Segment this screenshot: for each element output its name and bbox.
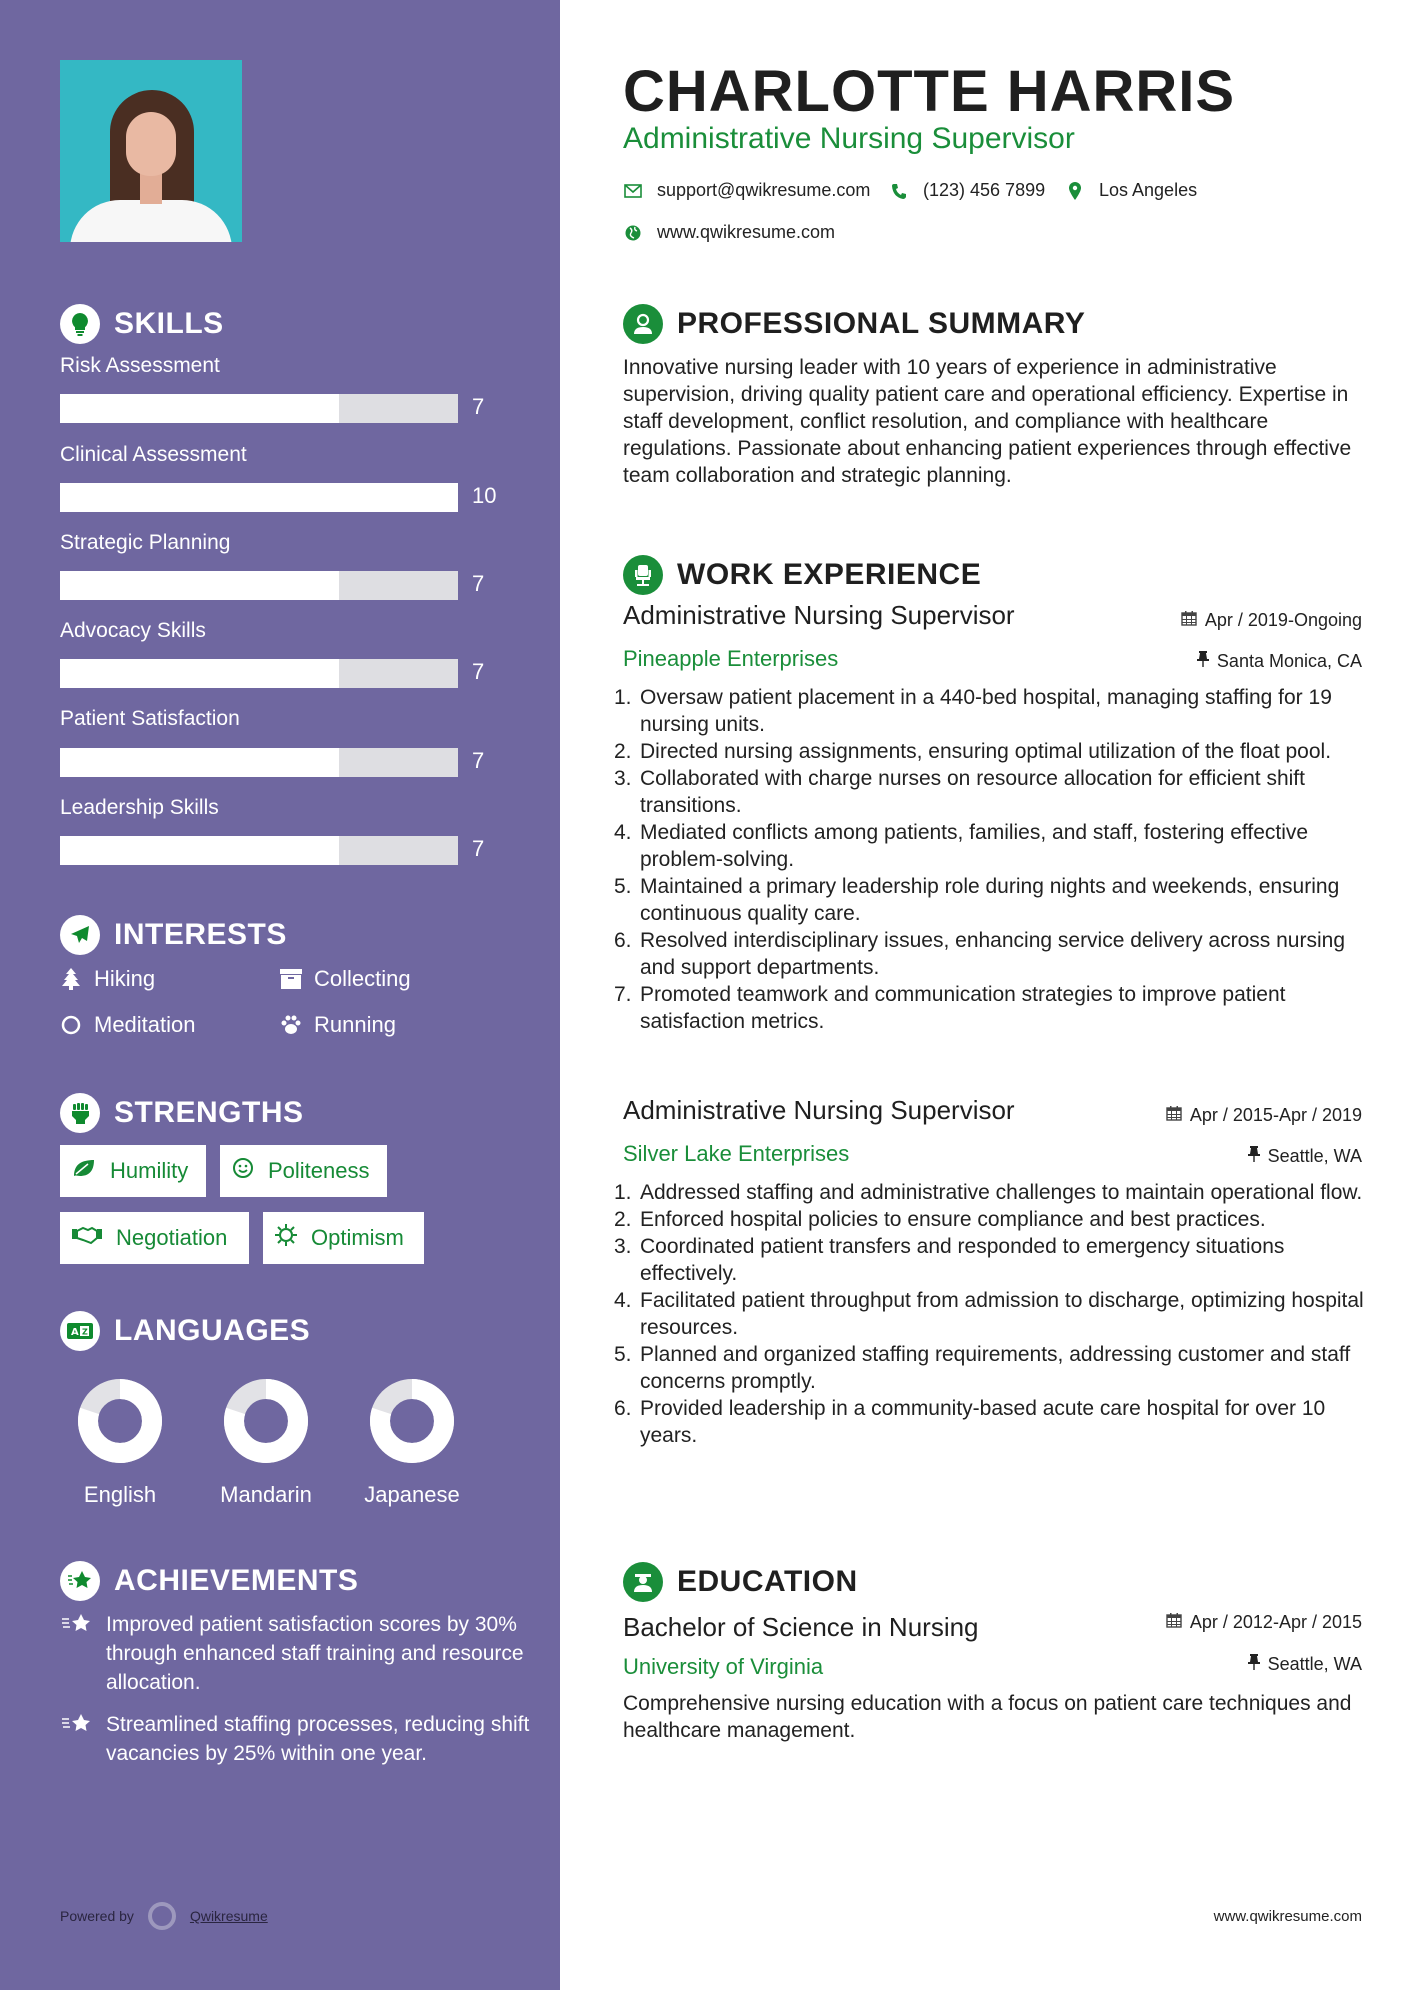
interest-item: Running — [280, 1012, 396, 1038]
sun-icon — [275, 1224, 297, 1252]
skill-value: 7 — [472, 748, 485, 773]
skills-heading: SKILLS — [60, 304, 224, 344]
paper-plane-icon — [60, 915, 100, 955]
contact-website[interactable]: www.qwikresume.com — [623, 222, 835, 243]
phone-icon — [889, 181, 909, 201]
archive-box-icon — [280, 968, 302, 990]
bullet-item: 1. Addressed staffing and administrative challenges to maintain operational flow. — [614, 1181, 1363, 1204]
pushpin-icon — [1248, 1654, 1260, 1675]
language-item: Japanese — [357, 1378, 467, 1508]
smile-icon — [232, 1157, 254, 1185]
map-pin-icon — [1065, 181, 1085, 201]
strength-badge: Optimism — [263, 1212, 424, 1264]
strength-badge: Humility — [60, 1145, 206, 1197]
bullet-item: 6. Resolved interdisciplinary issues, enhancing service delivery across nursing and support departments. — [614, 929, 1345, 979]
summary-text: Innovative nursing leader with 10 years of experience in administrative supervision, driving quality patient care and operational efficiency. Expertise in staff development, conflict resolution, and compliance with healthcare regulations. Passionate about enhancing patient experiences through effective team collaboration and strategic planning. — [623, 356, 1352, 487]
svg-text:A: A — [71, 1327, 79, 1338]
job-location: Seattle, WA — [1248, 1146, 1362, 1167]
bullet-item: 1. Oversaw patient placement in a 440-bed hospital, managing staffing for 19 nursing units. — [614, 686, 1332, 736]
candidate-role: Administrative Nursing Supervisor — [623, 122, 1075, 155]
education-dates: Apr / 2012-Apr / 2015 — [1166, 1612, 1362, 1633]
bullet-item: 3. Collaborated with charge nurses on resource allocation for efficient shift transitions. — [614, 767, 1305, 817]
skill-bar — [60, 483, 458, 512]
bullet-item: 5. Planned and organized staffing requirements, addressing customer and staff concerns promptly. — [614, 1343, 1351, 1393]
contact-location: Los Angeles — [1065, 180, 1197, 201]
interest-item: Collecting — [280, 966, 411, 992]
school-name: University of Virginia — [623, 1654, 824, 1679]
experience-heading: WORK EXPERIENCE — [623, 555, 981, 595]
fist-icon — [60, 1093, 100, 1133]
svg-text:Z: Z — [82, 1327, 88, 1337]
contact-email[interactable]: support@qwikresume.com — [623, 180, 870, 201]
bullet-item: 3. Coordinated patient transfers and responded to emergency situations effectively. — [614, 1235, 1285, 1285]
bullet-item: 7. Promoted teamwork and communication strategies to improve patient satisfaction metrics. — [614, 983, 1286, 1033]
job-dates: Apr / 2015-Apr / 2019 — [1166, 1105, 1362, 1126]
skill-value: 10 — [472, 483, 497, 508]
company-name: Pineapple Enterprises — [623, 646, 839, 671]
skill-bar — [60, 748, 458, 777]
degree-title: Bachelor of Science in Nursing — [623, 1612, 979, 1642]
job-dates: Apr / 2019-Ongoing — [1181, 610, 1362, 631]
qwikresume-link[interactable]: Qwikresume — [189, 1908, 268, 1924]
languages-heading: A Z LANGUAGES — [60, 1311, 310, 1351]
user-icon — [623, 304, 663, 344]
bullet-item: 5. Maintained a primary leadership role during nights and weekends, ensuring continuous quality care. — [614, 875, 1340, 925]
pushpin-icon — [1197, 651, 1209, 672]
language-item: English — [65, 1378, 175, 1508]
company-name: Silver Lake Enterprises — [623, 1141, 850, 1166]
strength-badge: Politeness — [220, 1145, 387, 1197]
skill-bar — [60, 659, 458, 688]
skill-value: 7 — [472, 394, 485, 419]
leaf-icon — [72, 1158, 96, 1184]
interest-item: Meditation — [60, 1012, 196, 1038]
job-bullets — [614, 684, 1374, 1035]
skill-bar — [60, 836, 458, 865]
profile-photo — [60, 60, 242, 242]
summary-heading: PROFESSIONAL SUMMARY — [623, 304, 1085, 344]
paw-icon — [280, 1014, 302, 1036]
language-donut — [369, 1378, 455, 1464]
star-icon — [60, 1561, 100, 1601]
bullet-item: 4. Mediated conflicts among patients, families, and staff, fostering effective problem-solving. — [614, 821, 1309, 871]
bullet-item: 2. Directed nursing assignments, ensuring optimal utilization of the float pool. — [614, 740, 1332, 763]
handshake-icon — [72, 1225, 102, 1251]
achievement-item: Streamlined staffing processes, reducing shift vacancies by 25% within one year. — [60, 1710, 530, 1768]
skill-label: Strategic Planning — [60, 531, 231, 554]
education-description: Comprehensive nursing education with a focus on patient care techniques and healthcare management. — [623, 1692, 1352, 1742]
skill-label: Advocacy Skills — [60, 619, 206, 642]
language-icon — [60, 1311, 100, 1351]
education-location: Seattle, WA — [1248, 1654, 1362, 1675]
language-item: Mandarin — [211, 1378, 321, 1508]
skill-value: 7 — [472, 836, 485, 861]
skill-label: Patient Satisfaction — [60, 707, 240, 730]
language-donut — [223, 1378, 309, 1464]
footer-website-link[interactable]: www.qwikresume.com — [1213, 1908, 1362, 1925]
candidate-name: CHARLOTTE HARRIS — [623, 59, 1236, 124]
pushpin-icon — [1248, 1146, 1260, 1167]
office-chair-icon — [623, 555, 663, 595]
strengths-heading: STRENGTHS — [60, 1093, 304, 1133]
job-location: Santa Monica, CA — [1197, 651, 1362, 672]
circle-icon — [60, 1014, 82, 1036]
calendar-icon — [1166, 1105, 1182, 1126]
skill-label: Clinical Assessment — [60, 443, 247, 466]
main-content — [562, 0, 1407, 1990]
bullet-item: 6. Provided leadership in a community-based acute care hospital for over 10 years. — [614, 1397, 1326, 1447]
sidebar — [0, 0, 560, 1990]
lightbulb-icon — [60, 304, 100, 344]
achievement-item: Improved patient satisfaction scores by 30% through enhanced staff training and resource allocation. — [60, 1610, 530, 1697]
shooting-star-icon — [60, 1710, 94, 1768]
bullet-item: 4. Facilitated patient throughput from admission to discharge, optimizing hospital resources. — [614, 1289, 1364, 1339]
interest-item: Hiking — [60, 966, 155, 992]
strength-badge: Negotiation — [60, 1212, 249, 1264]
envelope-icon — [623, 181, 643, 201]
skill-value: 7 — [472, 571, 485, 596]
tree-icon — [60, 968, 82, 990]
powered-by: Powered by Qwikresume — [60, 1902, 268, 1930]
skill-value: 7 — [472, 659, 485, 684]
skill-label: Risk Assessment — [60, 354, 220, 377]
globe-icon — [623, 223, 643, 243]
achievements-heading: ACHIEVEMENTS — [60, 1561, 358, 1601]
skill-label: Leadership Skills — [60, 796, 219, 819]
qwikresume-logo-icon — [148, 1902, 176, 1930]
shooting-star-icon — [60, 1610, 94, 1697]
graduate-icon — [623, 1562, 663, 1602]
language-donut — [77, 1378, 163, 1464]
education-heading: EDUCATION — [623, 1562, 858, 1602]
job-bullets — [614, 1179, 1374, 1449]
interests-heading: INTERESTS — [60, 915, 287, 955]
skill-bar — [60, 571, 458, 600]
contact-phone[interactable]: (123) 456 7899 — [889, 180, 1045, 201]
job-title: Administrative Nursing Supervisor — [623, 1095, 1015, 1125]
job-title: Administrative Nursing Supervisor — [623, 600, 1015, 630]
calendar-icon — [1181, 610, 1197, 631]
skill-bar — [60, 394, 458, 423]
bullet-item: 2. Enforced hospital policies to ensure compliance and best practices. — [614, 1208, 1266, 1231]
calendar-icon — [1166, 1612, 1182, 1633]
